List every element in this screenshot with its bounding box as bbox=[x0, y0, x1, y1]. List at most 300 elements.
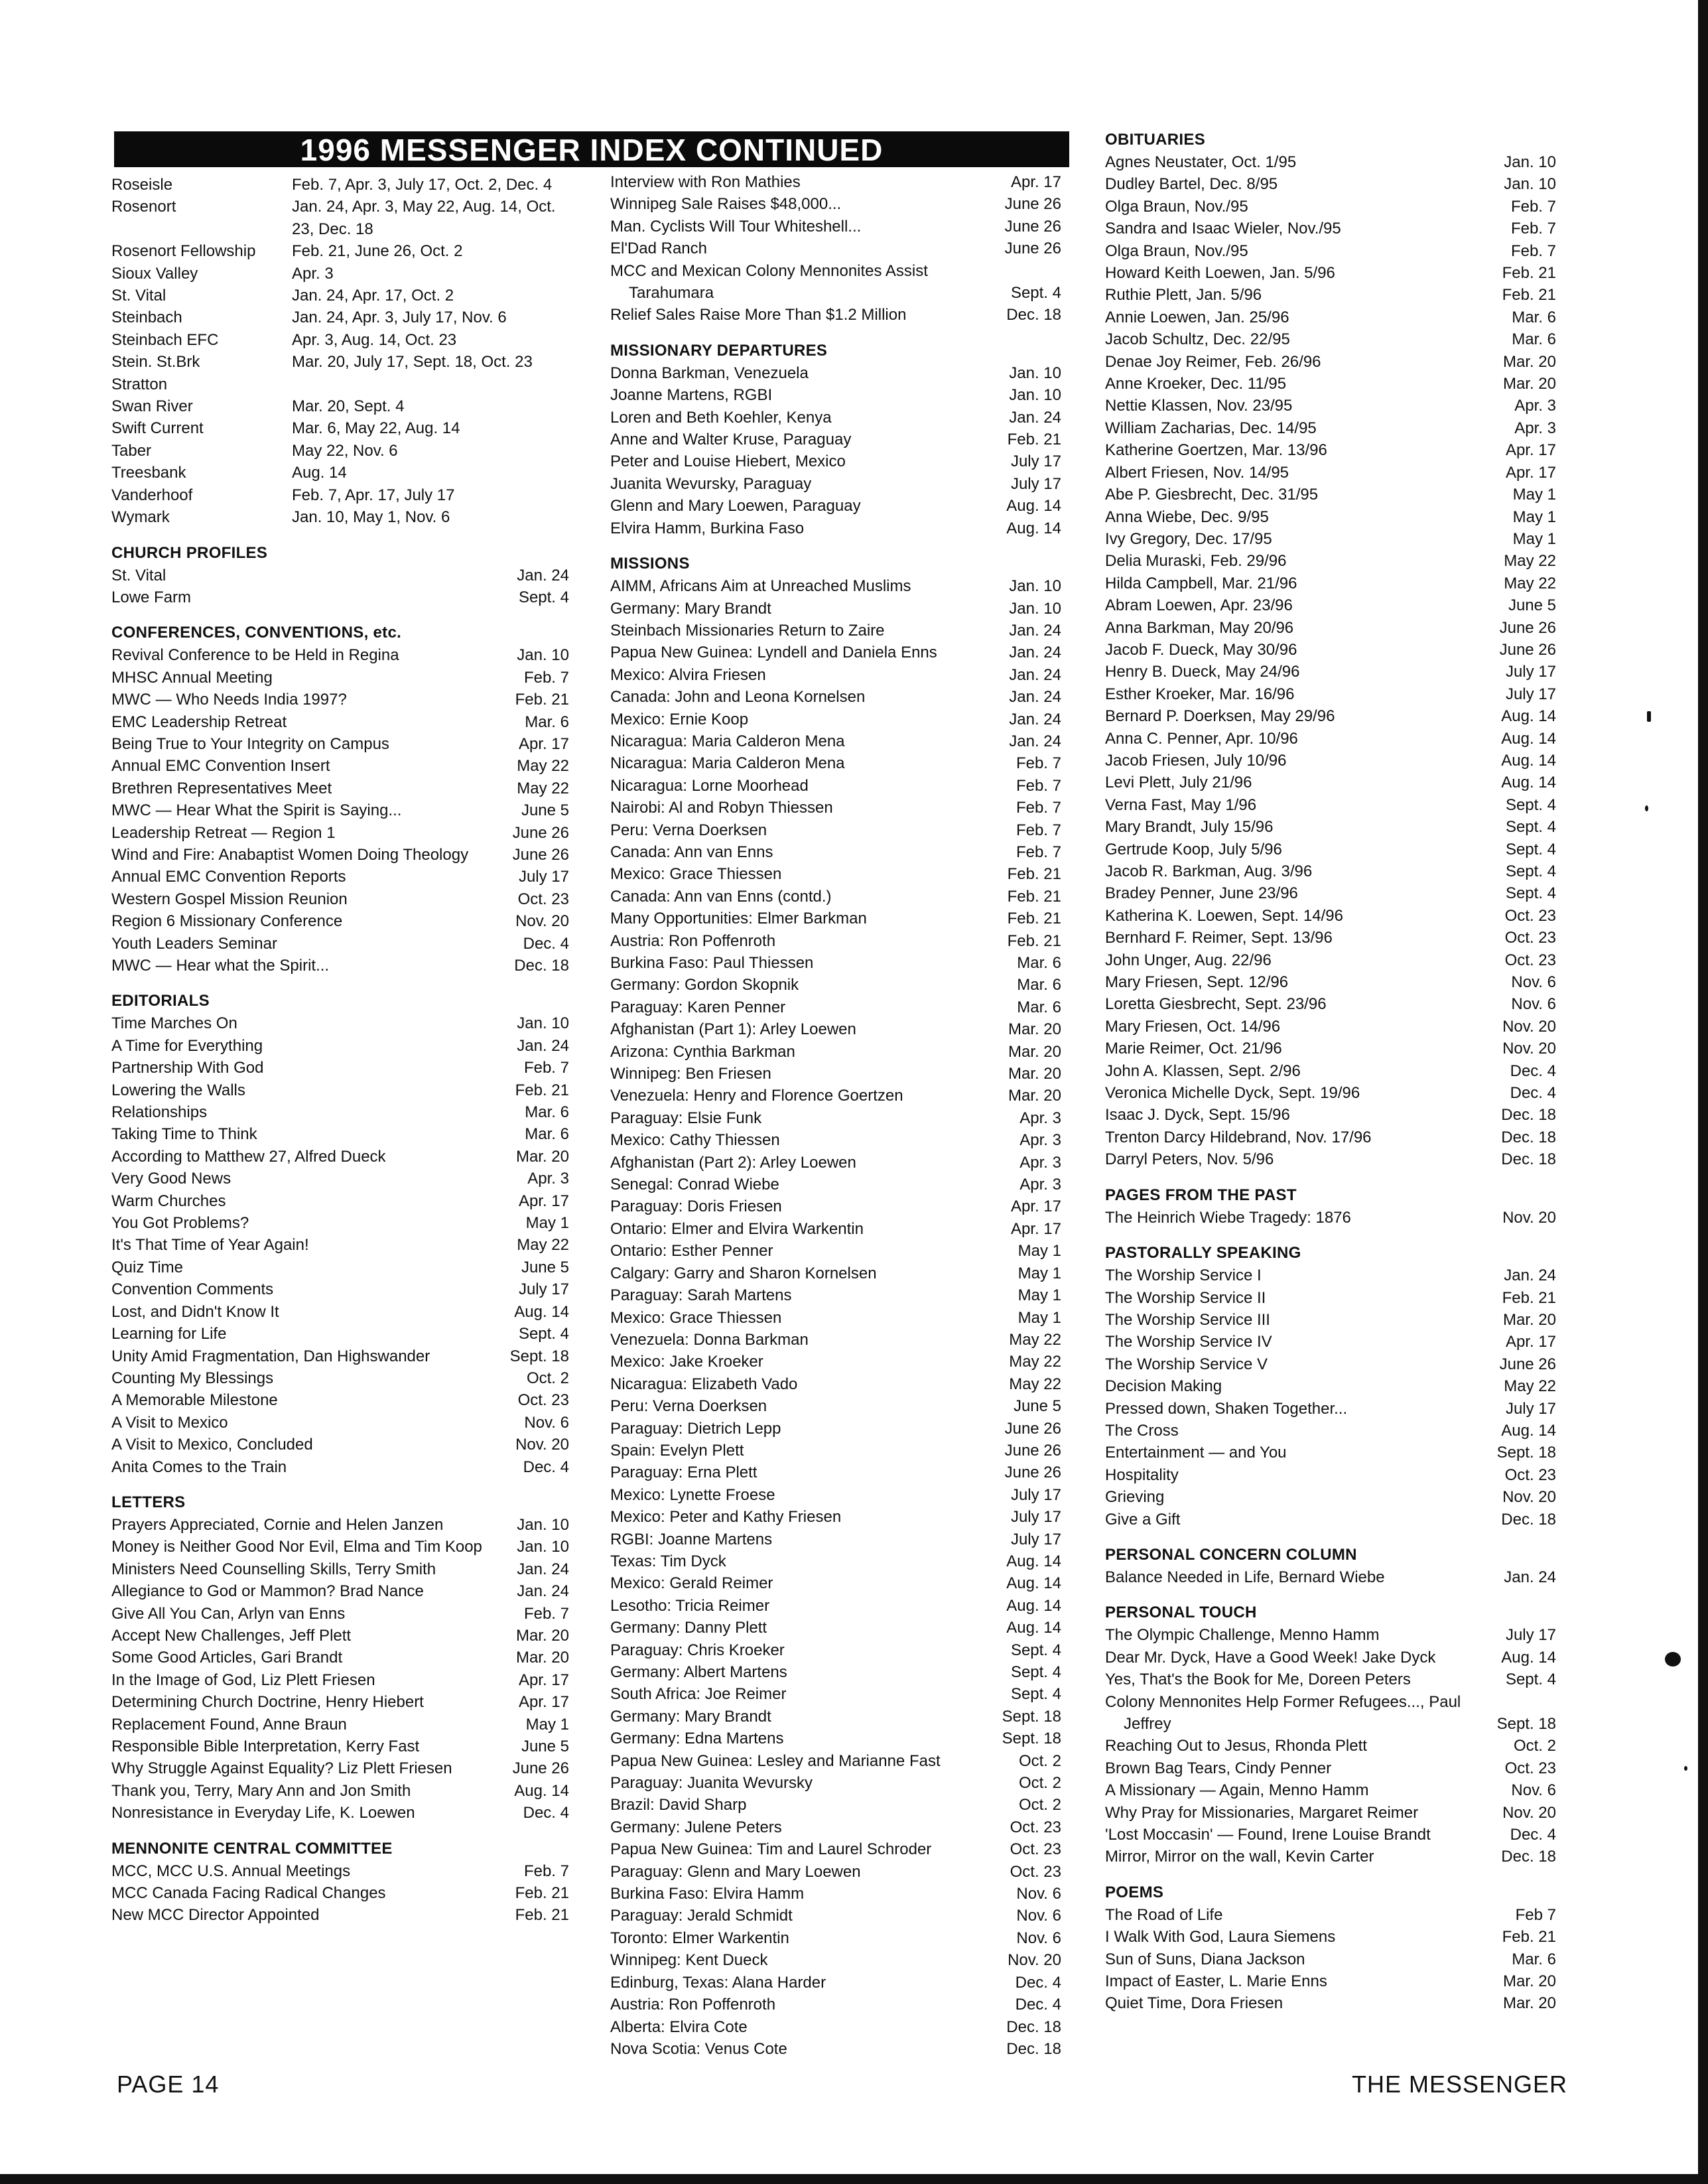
entry-issue-date: Oct. 23 bbox=[1504, 1466, 1556, 1484]
location-entry bbox=[111, 263, 569, 285]
location-text bbox=[111, 484, 569, 506]
entry-issue-date: Jan. 24 bbox=[1009, 665, 1061, 684]
entry-issue-date: May 22 bbox=[517, 779, 569, 797]
entry-title: Germany: Albert Martens bbox=[610, 1663, 787, 1681]
index-entry bbox=[610, 1550, 1061, 1572]
location-entry bbox=[111, 329, 569, 351]
index-entry bbox=[610, 1728, 1061, 1749]
location-text bbox=[111, 351, 569, 373]
entry-issue-date: June 26 bbox=[1499, 618, 1556, 637]
entry-issue-date: Mar. 6 bbox=[525, 713, 569, 731]
entry-title: Counting My Blessings bbox=[111, 1369, 274, 1387]
entry-title: Determining Church Doctrine, Henry Hiebert bbox=[111, 1693, 424, 1712]
entry-issue-date: Nov. 20 bbox=[1502, 1208, 1556, 1227]
index-entry bbox=[610, 575, 1061, 597]
entry-title: Taking Time to Think bbox=[111, 1125, 257, 1144]
entry-title: Replacement Found, Anne Braun bbox=[111, 1715, 347, 1734]
entry-issue-date: Aug. 14 bbox=[1006, 1574, 1061, 1593]
index-entry bbox=[111, 1647, 569, 1669]
entry-title: Lowering the Walls bbox=[111, 1081, 245, 1099]
entry-title: RGBI: Joanne Martens bbox=[610, 1530, 773, 1548]
location-text bbox=[111, 174, 569, 196]
entry-issue-date: Aug. 14 bbox=[1006, 1619, 1061, 1637]
entry-issue-date: Aug. 14 bbox=[1006, 1596, 1061, 1615]
entry-issue-date: Mar. 20 bbox=[515, 1147, 569, 1166]
entry-title: Learning for Life bbox=[111, 1325, 227, 1343]
index-entry bbox=[1105, 262, 1556, 284]
location-name: Rosenort bbox=[111, 198, 176, 216]
location-name: Steinbach bbox=[111, 308, 182, 327]
entry-issue-date: Apr. 17 bbox=[518, 734, 569, 753]
entry-issue-date: Aug. 14 bbox=[1501, 707, 1556, 726]
index-entry bbox=[111, 565, 569, 586]
entry-title: A Time for Everything bbox=[111, 1036, 263, 1055]
index-entry bbox=[111, 933, 569, 955]
entry-title: Partnership With God bbox=[111, 1059, 264, 1077]
index-entry bbox=[1105, 351, 1556, 373]
location-entry bbox=[111, 506, 569, 528]
index-entry bbox=[111, 1168, 569, 1190]
entry-issue-date: Feb. 7 bbox=[1510, 197, 1556, 216]
scan-speck bbox=[1647, 711, 1651, 722]
entry-title: I Walk With God, Laura Siemens bbox=[1105, 1928, 1336, 1946]
location-name: Roseisle bbox=[111, 176, 173, 194]
index-entry bbox=[610, 1639, 1061, 1661]
index-entry bbox=[610, 1572, 1061, 1594]
index-entry bbox=[1105, 417, 1556, 439]
entry-title: Anne Kroeker, Dec. 11/95 bbox=[1105, 375, 1287, 393]
entry-title: Nairobi: Al and Robyn Thiessen bbox=[610, 799, 833, 817]
entry-title: Dear Mr. Dyck, Have a Good Week! Jake Dyck bbox=[1105, 1648, 1436, 1667]
index-entry bbox=[111, 1456, 569, 1478]
entry-title: Olga Braun, Nov./95 bbox=[1105, 197, 1248, 216]
index-entry bbox=[610, 216, 1061, 238]
index-entry bbox=[610, 1063, 1061, 1085]
entry-title: Lowe Farm bbox=[111, 588, 192, 606]
entry-title: A Missionary — Again, Menno Hamm bbox=[1105, 1781, 1369, 1800]
index-entry bbox=[1105, 1824, 1556, 1846]
entry-issue-date: Sept. 4 bbox=[518, 1325, 569, 1343]
index-entry bbox=[1105, 307, 1556, 328]
entry-title: 'Lost Moccasin' — Found, Irene Louise Brandt bbox=[1105, 1826, 1431, 1844]
entry-title: Mary Brandt, July 15/96 bbox=[1105, 818, 1274, 837]
index-entry bbox=[610, 1174, 1061, 1195]
entry-title: Arizona: Cynthia Barkman bbox=[610, 1042, 795, 1061]
index-entry bbox=[1105, 705, 1556, 727]
index-entry bbox=[1105, 573, 1556, 594]
index-entry bbox=[111, 888, 569, 910]
index-entry bbox=[610, 495, 1061, 517]
entry-title: Give a Gift bbox=[1105, 1510, 1181, 1529]
entry-issue-date: Sept. 4 bbox=[1505, 884, 1556, 903]
entry-title: Nonresistance in Everyday Life, K. Loewen bbox=[111, 1804, 415, 1822]
entry-issue-date: Dec. 4 bbox=[1015, 1973, 1061, 1992]
section-heading: POEMS bbox=[1105, 1883, 1164, 1901]
entry-issue-date: Oct. 23 bbox=[1504, 929, 1556, 947]
index-entry bbox=[111, 1146, 569, 1168]
entry-title: Bernhard F. Reimer, Sept. 13/96 bbox=[1105, 929, 1333, 947]
entry-issue-date: Nov. 6 bbox=[1016, 1907, 1061, 1925]
entry-issue-date: Jan. 10 bbox=[517, 646, 569, 665]
location-name: Sioux Valley bbox=[111, 264, 198, 283]
entry-title: Agnes Neustater, Oct. 1/95 bbox=[1105, 153, 1297, 171]
index-entry bbox=[111, 1345, 569, 1367]
index-entry bbox=[111, 1389, 569, 1411]
entry-title: Mexico: Cathy Thiessen bbox=[610, 1131, 780, 1150]
location-name: Swan River bbox=[111, 397, 193, 416]
location-dates: Feb. 7, Apr. 17, July 17 bbox=[292, 486, 455, 504]
entry-issue-date: June 5 bbox=[521, 1738, 569, 1755]
entry-issue-date: Aug. 14 bbox=[1501, 774, 1556, 792]
entry-issue-date: July 17 bbox=[1010, 1485, 1061, 1504]
location-entry bbox=[111, 440, 569, 462]
entry-issue-date: Jan. 10 bbox=[517, 1515, 569, 1534]
entry-title: Veronica Michelle Dyck, Sept. 19/96 bbox=[1105, 1084, 1360, 1103]
entry-issue-date: May 22 bbox=[1009, 1375, 1061, 1393]
entry-title: Henry B. Dueck, May 24/96 bbox=[1105, 663, 1300, 681]
index-entry bbox=[111, 733, 569, 755]
location-text bbox=[111, 417, 569, 439]
entry-issue-date: Feb. 7 bbox=[523, 1862, 569, 1880]
index-entry bbox=[111, 844, 569, 866]
entry-issue-date: Jan. 24 bbox=[1504, 1568, 1556, 1586]
entry-issue-date: May 22 bbox=[1504, 574, 1556, 592]
entry-title: Accept New Challenges, Jeff Plett bbox=[111, 1626, 352, 1645]
entry-title: Mexico: Lynette Froese bbox=[610, 1485, 775, 1504]
index-entry bbox=[1105, 528, 1556, 550]
entry-title: Yes, That's the Book for Me, Doreen Peters bbox=[1105, 1671, 1411, 1689]
index-entry bbox=[610, 260, 1061, 305]
index-entry bbox=[111, 1079, 569, 1101]
entry-issue-date: Jan. 24 bbox=[517, 1582, 569, 1601]
entry-title: In the Image of God, Liz Plett Friesen bbox=[111, 1671, 375, 1689]
entry-issue-date: July 17 bbox=[1505, 1399, 1556, 1418]
entry-title: Relief Sales Raise More Than $1.2 Million bbox=[610, 306, 907, 324]
entry-title: Jacob Schultz, Dec. 22/95 bbox=[1105, 330, 1290, 349]
entry-title: Darryl Peters, Nov. 5/96 bbox=[1105, 1150, 1274, 1169]
entry-title: Mexico: Grace Thiessen bbox=[610, 1308, 782, 1327]
pastorally-speaking-section bbox=[1105, 1242, 1556, 1531]
entry-title: Katherina K. Loewen, Sept. 14/96 bbox=[1105, 906, 1343, 925]
location-entry bbox=[111, 240, 569, 262]
entry-issue-date: Dec. 4 bbox=[523, 1804, 569, 1822]
entry-issue-date: Apr. 17 bbox=[518, 1671, 569, 1689]
entry-title: Unity Amid Fragmentation, Dan Highswander bbox=[111, 1347, 430, 1365]
index-entry bbox=[1105, 173, 1556, 195]
entry-title: Mexico: Peter and Kathy Friesen bbox=[610, 1508, 842, 1527]
index-entry bbox=[610, 952, 1061, 974]
entry-title: MCC, MCC U.S. Annual Meetings bbox=[111, 1862, 351, 1880]
index-entry bbox=[111, 822, 569, 844]
location-dates: Apr. 3, Aug. 14, Oct. 23 bbox=[292, 330, 457, 349]
entry-title: Denae Joy Reimer, Feb. 26/96 bbox=[1105, 352, 1321, 371]
entry-title: Canada: John and Leona Kornelsen bbox=[610, 688, 866, 707]
index-entry bbox=[610, 517, 1061, 539]
location-dates: Mar. 6, May 22, Aug. 14 bbox=[292, 419, 460, 438]
index-entry bbox=[1105, 151, 1556, 173]
index-entry bbox=[610, 304, 1061, 326]
index-entry bbox=[610, 996, 1061, 1018]
entry-issue-date: Nov. 20 bbox=[515, 912, 569, 931]
entry-issue-date: Feb. 21 bbox=[1007, 865, 1061, 884]
entry-issue-date: Aug. 14 bbox=[514, 1302, 569, 1321]
entry-title: Jacob F. Dueck, May 30/96 bbox=[1105, 640, 1297, 659]
index-entry bbox=[111, 711, 569, 733]
conferences-section bbox=[111, 622, 569, 977]
index-entry bbox=[610, 1418, 1061, 1440]
index-entry bbox=[610, 863, 1061, 885]
index-entry bbox=[111, 1101, 569, 1123]
index-entry bbox=[610, 2038, 1061, 2060]
entry-title: Brethren Representatives Meet bbox=[111, 779, 332, 797]
index-entry bbox=[610, 1529, 1061, 1550]
index-entry bbox=[610, 908, 1061, 929]
entry-issue-date: Apr. 17 bbox=[518, 1693, 569, 1712]
entry-issue-date: Sept. 4 bbox=[1010, 284, 1061, 303]
entry-title: The Worship Service I bbox=[1105, 1266, 1262, 1285]
entry-title: Thank you, Terry, Mary Ann and Jon Smith bbox=[111, 1781, 411, 1800]
entry-title: Senegal: Conrad Wiebe bbox=[610, 1176, 779, 1194]
index-entry bbox=[1105, 1566, 1556, 1588]
index-entry bbox=[610, 1107, 1061, 1129]
location-text bbox=[111, 307, 569, 328]
entry-title: Germany: Julene Peters bbox=[610, 1818, 782, 1836]
index-entry bbox=[111, 1367, 569, 1389]
index-entry bbox=[610, 450, 1061, 472]
entry-issue-date: Oct. 23 bbox=[1010, 1840, 1061, 1859]
entry-issue-date: Sept. 18 bbox=[509, 1347, 569, 1365]
index-entry bbox=[610, 1816, 1061, 1838]
entry-issue-date: June 26 bbox=[512, 845, 569, 864]
entry-issue-date: Dec. 18 bbox=[1501, 1848, 1556, 1866]
entry-issue-date: Feb. 21 bbox=[515, 1884, 569, 1903]
entry-issue-date: Mar. 20 bbox=[1008, 1042, 1061, 1061]
index-entry bbox=[610, 1927, 1061, 1949]
entry-title: Youth Leaders Seminar bbox=[111, 934, 277, 953]
entry-title: Austria: Ron Poffenroth bbox=[610, 931, 776, 950]
index-entry bbox=[111, 1434, 569, 1456]
index-entry bbox=[1105, 1038, 1556, 1059]
column-3 bbox=[1105, 129, 1556, 2015]
section-heading: OBITUARIES bbox=[1105, 131, 1206, 149]
church-profiles-section bbox=[111, 542, 569, 609]
entry-title: Paraguay: Karen Penner bbox=[610, 998, 786, 1016]
entry-title: Paraguay: Doris Friesen bbox=[610, 1197, 782, 1216]
index-entry bbox=[1105, 594, 1556, 616]
section-heading: MISSIONARY DEPARTURES bbox=[610, 341, 828, 360]
entry-title: Relationships bbox=[111, 1103, 208, 1122]
index-entry bbox=[1105, 993, 1556, 1015]
index-entry bbox=[111, 1301, 569, 1323]
entry-issue-date: Mar. 20 bbox=[1502, 375, 1556, 393]
entry-issue-date: Apr. 3 bbox=[1019, 1131, 1061, 1150]
index-entry bbox=[1105, 550, 1556, 572]
entry-issue-date: May 1 bbox=[1512, 486, 1556, 504]
entry-title: Quiz Time bbox=[111, 1258, 184, 1276]
entry-title: Howard Keith Loewen, Jan. 5/96 bbox=[1105, 264, 1335, 283]
entry-issue-date: May 1 bbox=[1018, 1286, 1061, 1305]
entry-issue-date: Aug. 14 bbox=[1501, 751, 1556, 770]
entry-title: Give All You Can, Arlyn van Enns bbox=[111, 1604, 346, 1623]
index-entry bbox=[610, 1395, 1061, 1417]
index-entry bbox=[1105, 196, 1556, 218]
entry-title: Germany: Edna Martens bbox=[610, 1730, 784, 1748]
entry-issue-date: Sept. 4 bbox=[1505, 840, 1556, 858]
entry-title: Nicaragua: Lorne Moorhead bbox=[610, 776, 809, 795]
entry-issue-date: Dec. 18 bbox=[1006, 2039, 1061, 2058]
location-entry bbox=[111, 285, 569, 307]
index-entry bbox=[1105, 373, 1556, 395]
entry-issue-date: Mar. 6 bbox=[1512, 330, 1556, 349]
index-entry bbox=[111, 1190, 569, 1212]
entry-title: A Visit to Mexico bbox=[111, 1413, 228, 1432]
entry-title: Isaac J. Dyck, Sept. 15/96 bbox=[1105, 1106, 1290, 1125]
section-heading: CONFERENCES, CONVENTIONS, etc. bbox=[111, 624, 402, 642]
entry-title: Trenton Darcy Hildebrand, Nov. 17/96 bbox=[1105, 1128, 1372, 1146]
index-entry bbox=[610, 797, 1061, 819]
location-entry bbox=[111, 174, 569, 196]
entry-title: MCC Canada Facing Radical Changes bbox=[111, 1884, 386, 1903]
index-entry bbox=[1105, 1104, 1556, 1126]
entry-title: Nicaragua: Maria Calderon Mena bbox=[610, 754, 845, 773]
index-banner: 1996 MESSENGER INDEX CONTINUED bbox=[114, 131, 1069, 167]
index-entry bbox=[1105, 1207, 1556, 1229]
index-entry bbox=[1105, 395, 1556, 417]
poems-section bbox=[1105, 1881, 1556, 2015]
index-entry bbox=[1105, 882, 1556, 904]
location-dates: Mar. 20, Sept. 4 bbox=[292, 397, 405, 416]
entry-title: Why Struggle Against Equality? Liz Plett Friesen bbox=[111, 1759, 452, 1778]
index-entry bbox=[1105, 1331, 1556, 1353]
index-entry bbox=[610, 775, 1061, 797]
index-entry bbox=[1105, 1926, 1556, 1948]
entry-title: Colony Mennonites Help Former Refugees..., Paul Jeffrey bbox=[1105, 1692, 1461, 1733]
index-entry bbox=[610, 642, 1061, 663]
entry-title: Anna Wiebe, Dec. 9/95 bbox=[1105, 508, 1269, 526]
entry-title: Canada: Ann van Enns bbox=[610, 843, 773, 861]
entry-title: Mirror, Mirror on the wall, Kevin Carter bbox=[1105, 1848, 1374, 1866]
entry-issue-date: Aug. 14 bbox=[514, 1781, 569, 1800]
index-entry bbox=[111, 1882, 569, 1904]
index-entry bbox=[610, 1373, 1061, 1395]
entry-issue-date: Feb. 7 bbox=[1016, 843, 1061, 861]
index-entry bbox=[111, 667, 569, 689]
location-dates: Jan. 24, Apr. 17, Oct. 2 bbox=[292, 287, 454, 305]
entry-issue-date: May 1 bbox=[1018, 1308, 1061, 1327]
entry-issue-date: May 1 bbox=[1018, 1242, 1061, 1261]
entry-title: Ministers Need Counselling Skills, Terry Smith bbox=[111, 1560, 436, 1578]
entry-issue-date: Jan. 24 bbox=[1504, 1266, 1556, 1285]
entry-issue-date: Apr. 17 bbox=[1010, 1197, 1061, 1216]
entry-issue-date: Nov. 6 bbox=[1016, 1885, 1061, 1903]
entry-issue-date: Jan. 24 bbox=[1009, 688, 1061, 707]
entry-title: Impact of Easter, L. Marie Enns bbox=[1105, 1972, 1327, 1991]
index-entry bbox=[111, 1257, 569, 1278]
index-entry bbox=[1105, 1442, 1556, 1464]
index-entry bbox=[610, 1794, 1061, 1816]
index-entry bbox=[1105, 218, 1556, 239]
letters-section bbox=[111, 1491, 569, 1824]
index-entry bbox=[610, 2016, 1061, 2038]
entry-issue-date: Dec. 4 bbox=[1015, 1996, 1061, 2014]
entry-issue-date: June 26 bbox=[1004, 1419, 1061, 1438]
entry-issue-date: Jan. 10 bbox=[1009, 599, 1061, 618]
entry-issue-date: Sept. 4 bbox=[1505, 795, 1556, 814]
entry-issue-date: Apr. 3 bbox=[1019, 1153, 1061, 1172]
entry-issue-date: Dec. 18 bbox=[1006, 306, 1061, 324]
index-entry bbox=[1105, 949, 1556, 971]
entry-title: Germany: Danny Plett bbox=[610, 1619, 767, 1637]
entry-title: Anna Barkman, May 20/96 bbox=[1105, 618, 1294, 637]
entry-title: Brown Bag Tears, Cindy Penner bbox=[1105, 1759, 1332, 1777]
index-entry bbox=[610, 598, 1061, 620]
entry-issue-date: May 1 bbox=[525, 1715, 569, 1734]
index-entry bbox=[610, 1462, 1061, 1483]
entry-issue-date: Feb. 7 bbox=[523, 668, 569, 687]
entry-title: Region 6 Missionary Conference bbox=[111, 912, 343, 931]
entry-title: Venezuela: Donna Barkman bbox=[610, 1330, 809, 1349]
location-text bbox=[111, 440, 569, 462]
entry-title: Delia Muraski, Feb. 29/96 bbox=[1105, 552, 1287, 571]
entry-title: Hospitality bbox=[1105, 1466, 1179, 1484]
entry-issue-date: Sept. 18 bbox=[1496, 1715, 1556, 1733]
entry-issue-date: Feb. 7 bbox=[523, 1059, 569, 1077]
entry-issue-date: Aug. 14 bbox=[1006, 1552, 1061, 1570]
index-entry bbox=[610, 1041, 1061, 1063]
entry-issue-date: July 17 bbox=[1010, 1530, 1061, 1548]
entry-title: Prayers Appreciated, Cornie and Helen Janzen bbox=[111, 1515, 444, 1534]
index-entry bbox=[610, 709, 1061, 730]
entry-title: Loretta Giesbrecht, Sept. 23/96 bbox=[1105, 995, 1327, 1014]
index-entry bbox=[610, 1949, 1061, 1971]
entry-title: Bradey Penner, June 23/96 bbox=[1105, 884, 1298, 903]
index-entry bbox=[111, 1536, 569, 1558]
index-entry bbox=[1105, 1992, 1556, 2014]
entry-issue-date: Feb. 21 bbox=[515, 1906, 569, 1925]
index-entry bbox=[111, 1780, 569, 1802]
entry-title: Paraguay: Glenn and Mary Loewen bbox=[610, 1862, 861, 1881]
entry-title: Paraguay: Jerald Schmidt bbox=[610, 1907, 793, 1925]
location-name: Treesbank bbox=[111, 464, 186, 482]
entry-issue-date: June 5 bbox=[521, 1258, 569, 1276]
entry-issue-date: June 26 bbox=[512, 823, 569, 842]
section-heading: PERSONAL TOUCH bbox=[1105, 1604, 1257, 1622]
entry-title: Mexico: Gerald Reimer bbox=[610, 1574, 773, 1593]
entry-issue-date: Apr. 3 bbox=[527, 1170, 569, 1188]
entry-title: Lost, and Didn't Know It bbox=[111, 1302, 279, 1321]
entry-title: The Road of Life bbox=[1105, 1905, 1223, 1924]
index-entry bbox=[1105, 905, 1556, 927]
entry-title: Paraguay: Sarah Martens bbox=[610, 1286, 792, 1305]
index-entry bbox=[610, 1263, 1061, 1284]
entry-issue-date: June 26 bbox=[1499, 640, 1556, 659]
entry-issue-date: Sept. 4 bbox=[1505, 862, 1556, 880]
entry-title: EMC Leadership Retreat bbox=[111, 713, 287, 731]
index-entry bbox=[111, 1323, 569, 1345]
index-entry bbox=[1105, 728, 1556, 750]
location-name: Swift Current bbox=[111, 419, 204, 438]
entry-title: MHSC Annual Meeting bbox=[111, 668, 273, 687]
entry-issue-date: Feb. 7 bbox=[1510, 220, 1556, 238]
index-entry bbox=[1105, 617, 1556, 639]
location-entry bbox=[111, 395, 569, 417]
entry-title: Venezuela: Henry and Florence Goertzen bbox=[610, 1087, 903, 1105]
entry-issue-date: Jan. 10 bbox=[1009, 386, 1061, 405]
index-entry bbox=[610, 384, 1061, 406]
index-entry bbox=[1105, 1846, 1556, 1868]
index-entry bbox=[111, 1904, 569, 1926]
scan-speck bbox=[1645, 805, 1648, 811]
